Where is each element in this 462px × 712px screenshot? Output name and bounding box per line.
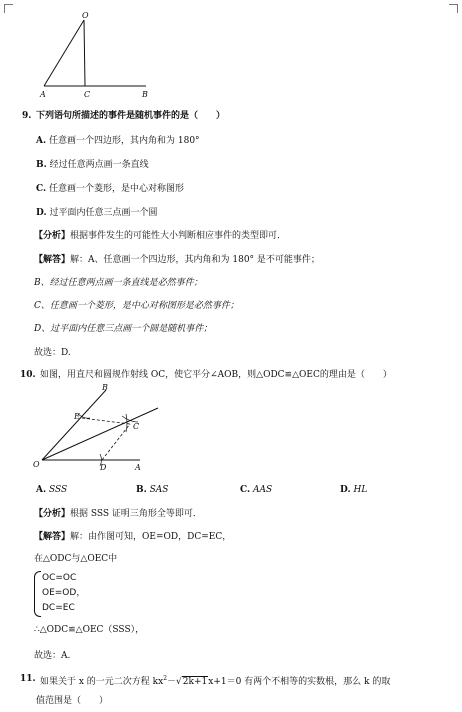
system-line-2: OE=OD， [42, 588, 86, 598]
q9-solution-line-2: B、经过任意两点画一条直线是必然事件； [34, 278, 203, 288]
segment-oa [44, 20, 84, 86]
q10-option-a [36, 484, 67, 496]
segment-ec [82, 418, 130, 424]
q9-option-b-text: 经过任意两点画一条直线 [49, 160, 149, 170]
q10-option-c [240, 484, 272, 496]
q10-stem: 如图，用直尺和圆规作射线 OC，使它平分∠AOB，则△ODC≌△OEC的理由是（ ） [40, 370, 392, 380]
fig2-label-c: C [133, 422, 140, 431]
q9-option-a-text: 任意画一个四边形，其内角和为 180° [49, 136, 200, 146]
q9-solution-line-4: D、过平面内任意三点画一个圆是随机事件； [34, 324, 213, 334]
q10-option-c-letter: C. [240, 485, 251, 495]
q9-number: 9. [22, 111, 32, 121]
q10-analysis-text: 根据 SSS 证明三角形全等即可． [70, 509, 202, 519]
q9-solution-line-3: C、任意画一个菱形，是中心对称图形是必然事件； [34, 301, 239, 311]
q10-answer: 故选：A. [34, 651, 71, 661]
corner-mark-top-left [4, 4, 13, 13]
q9-option-d-letter: D. [36, 208, 47, 218]
q9-option-a [36, 135, 200, 147]
q9-option-d-text: 过平面内任意三点画一个圆 [49, 208, 158, 218]
segment-dc [102, 424, 130, 460]
q9-analysis [34, 230, 286, 242]
q10-option-d-text: HL [353, 485, 368, 495]
q9-stem: 下列语句所描述的事件是随机事件的是（ ） [36, 111, 226, 121]
system-line-1: OC=OC [42, 573, 77, 583]
q9-analysis-text: 根据事件发生的可能性大小判断相应事件的类型即可． [70, 231, 287, 241]
q10-option-a-letter: A. [36, 485, 47, 495]
fig2-label-b: B [102, 383, 108, 392]
q11-number: 11. [20, 674, 36, 684]
label-a: A [40, 90, 46, 99]
q10-therefore: ∴△ODC≌△OEC（SSS）， [34, 625, 145, 635]
q10-in-triangles: 在△ODC与△OEC中 [34, 554, 118, 564]
figure-angle-bisector [30, 382, 162, 476]
system-line-3: DC=EC [42, 603, 75, 613]
q10-option-d [340, 484, 367, 496]
q9-solution-tag: 【解答】 [34, 255, 71, 265]
fig2-label-a: A [135, 463, 141, 472]
q11-stem-post: x+1＝0 有两个不相等的实数根，那么 k 的取 [208, 677, 391, 687]
q10-number: 10. [20, 370, 36, 380]
q10-solution-tag: 【解答】 [34, 532, 71, 542]
fig2-label-e: E [74, 412, 80, 421]
q9-analysis-tag: 【分析】 [34, 231, 71, 241]
equation-system-brace [34, 571, 41, 617]
q10-option-b [136, 484, 168, 496]
label-c: C [84, 90, 91, 99]
q10-analysis [34, 508, 202, 520]
q10-solution [34, 531, 231, 543]
q9-answer: 故选：D. [34, 348, 71, 358]
q10-solution-text: 解：由作图可知，OE=OD，DC=EC， [70, 532, 232, 542]
ray-oc [42, 408, 158, 460]
q10-option-c-text: AAS [253, 485, 273, 495]
q10-option-b-letter: B. [136, 485, 147, 495]
q9-option-c-text: 任意画一个菱形，是中心对称图形 [49, 184, 185, 194]
q9-option-c [36, 183, 184, 195]
q11-exponent: 2 [163, 675, 168, 682]
q10-option-d-letter: D. [340, 485, 351, 495]
figure-triangle-oac [34, 8, 154, 100]
q11-radicand: 2k+1 [182, 677, 208, 687]
fig2-label-d: D [100, 463, 107, 472]
q11-stem [40, 673, 390, 688]
fig2-label-o: O [33, 460, 40, 469]
corner-mark-top-right [449, 4, 458, 13]
q9-option-a-letter: A. [36, 136, 47, 146]
q10-option-a-text: SSS [49, 485, 68, 495]
q10-analysis-tag: 【分析】 [34, 509, 71, 519]
label-b: B [142, 90, 148, 99]
q10-option-b-text: SAS [149, 485, 169, 495]
q9-option-c-letter: C. [36, 184, 47, 194]
q11-line-2: 值范围是（ ） [36, 696, 109, 706]
q9-option-d [36, 207, 158, 219]
q9-option-b-letter: B. [36, 160, 47, 170]
q11-stem-pre: 如果关于 x 的一元二次方程 kx [40, 677, 164, 687]
q9-option-b [36, 159, 149, 171]
construction-arc-c2 [126, 414, 127, 432]
ray-ob [42, 390, 106, 460]
q11-minus: － [167, 677, 177, 687]
sqrt-radical-icon: √ [176, 677, 182, 687]
q9-solution-text-1: 解：A、任意画一个四边形，其内角和为 180° 是不可能事件； [70, 255, 320, 265]
label-o: O [82, 11, 89, 20]
segment-oc [84, 20, 85, 86]
q9-solution-line-1 [34, 254, 320, 266]
